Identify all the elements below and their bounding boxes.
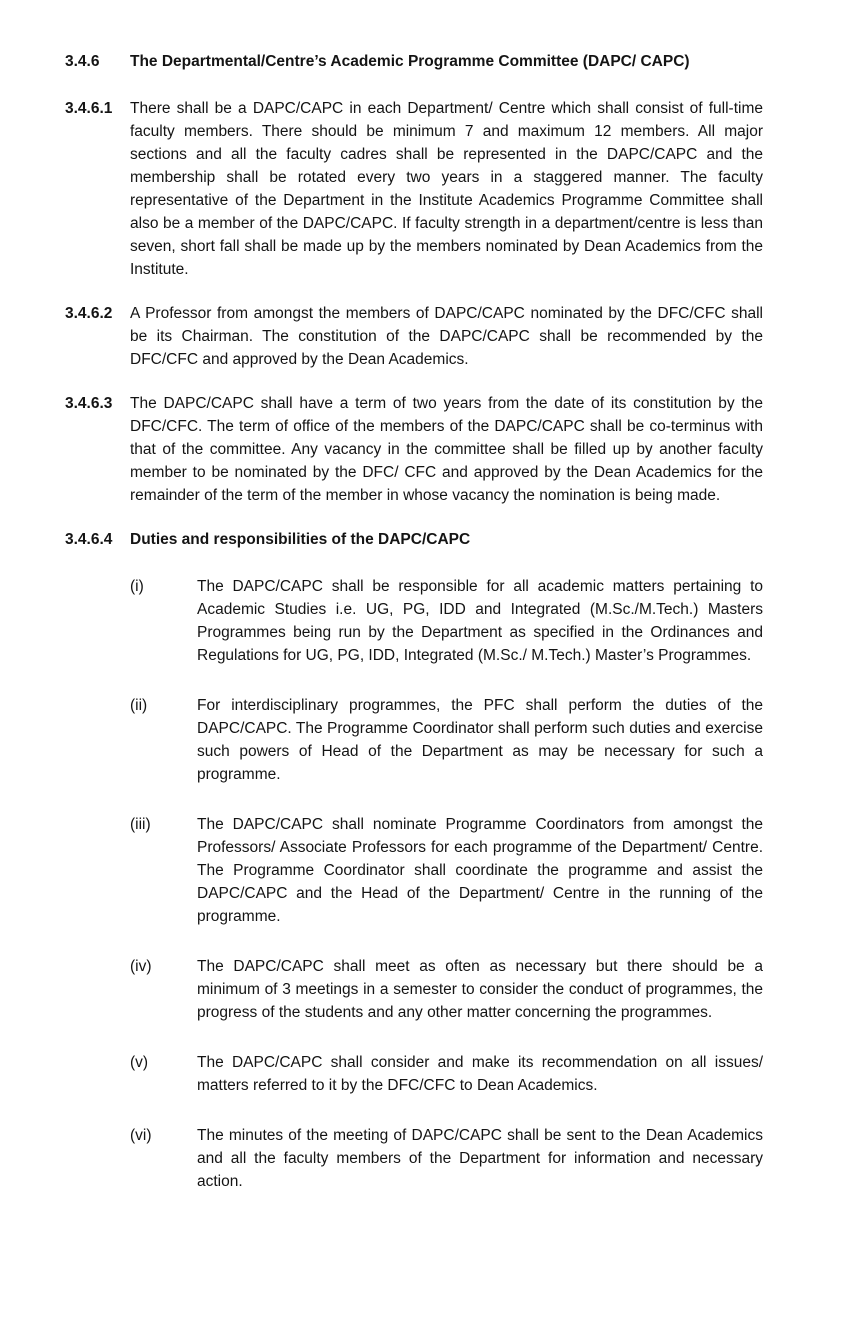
subsection-heading [65,528,763,551]
item-text: The DAPC/CAPC shall meet as often as necessary but there should be a minimum of 3 meetings in a semester to consider the conduct of programmes, the progress of the students and any other matter concerning the programmes. [197,958,763,1021]
section-number: 3.4.6 [65,53,100,70]
list-item [65,1124,763,1193]
item-label: (v) [130,1054,149,1071]
list-item [65,813,763,928]
paragraph [65,97,763,281]
section-heading [65,50,763,73]
paragraph-text: There shall be a DAPC/CAPC in each Department/ Centre which shall consist of full-time faculty members. There should be minimum 7 and maximum 12 members. All major sections and all the faculty cadres shall be represented in the DAPC/CAPC and the membership shall be rotated every two years in a staggered manner. The faculty representative of the Department in the Institute Academics Programme Committee shall also be a member of the DAPC/CAPC. If faculty strength in a department/centre is less than seven, short fall shall be made up by the members nominated by Dean Academics from the Institute. [130,100,763,278]
list-item [65,575,763,667]
paragraph [65,302,763,371]
section-title: The Departmental/Centre’s Academic Programme Committee (DAPC/ CAPC) [130,53,690,70]
paragraph-number: 3.4.6.1 [65,100,113,117]
item-text: The DAPC/CAPC shall be responsible for all academic matters pertaining to Academic Studies i.e. UG, PG, IDD and Integrated (M.Sc./M.Tech.) Masters Programmes being run by the Department as specified in the Ordinances and Regulations for UG, PG, IDD, Integrated (M.Sc./ M.Tech.) Master’s Programmes. [197,578,763,664]
item-label: (ii) [130,697,148,714]
item-text: The DAPC/CAPC shall nominate Programme Coordinators from amongst the Professors/ Associate Professors for each programme of the Department/ Centre. The Programme Coordinator shall coordinate the programme and assist the DAPC/CAPC and the Head of the Department/ Centre in the running of the programme. [197,816,763,925]
paragraph [65,392,763,507]
paragraph-text: The DAPC/CAPC shall have a term of two years from the date of its constitution by the DFC/CFC. The term of office of the members of the DAPC/CAPC shall be co-terminus with that of the committee. Any vacancy in the committee shall be filled up by another faculty member to be nominated by the DFC/ CFC and approved by the Dean Academics for the remainder of the term of the member in whose vacancy the nomination is being made. [130,395,763,504]
item-text: The minutes of the meeting of DAPC/CAPC shall be sent to the Dean Academics and all the faculty members of the Department for information and necessary action. [197,1127,763,1190]
paragraph-number: 3.4.6.3 [65,395,113,412]
paragraph-text: A Professor from amongst the members of DAPC/CAPC nominated by the DFC/CFC shall be its Chairman. The constitution of the DAPC/CAPC shall be recommended by the DFC/CFC and approved by the Dean Academics. [130,305,763,368]
list-item [65,1051,763,1097]
paragraph-number: 3.4.6.2 [65,305,113,322]
subsection-title: Duties and responsibilities of the DAPC/CAPC [130,531,471,548]
item-text: The DAPC/CAPC shall consider and make its recommendation on all issues/ matters referred to it by the DFC/CFC to Dean Academics. [197,1054,763,1094]
list-item [65,955,763,1024]
item-text: For interdisciplinary programmes, the PFC shall perform the duties of the DAPC/CAPC. The Programme Coordinator shall perform such duties and exercise such powers of Head of the Department as may be necessary for such a programme. [197,697,763,783]
list-item [65,694,763,786]
subsection-number: 3.4.6.4 [65,531,113,548]
item-label: (vi) [130,1127,152,1144]
item-label: (iii) [130,816,151,833]
item-label: (iv) [130,958,152,975]
item-label: (i) [130,578,144,595]
